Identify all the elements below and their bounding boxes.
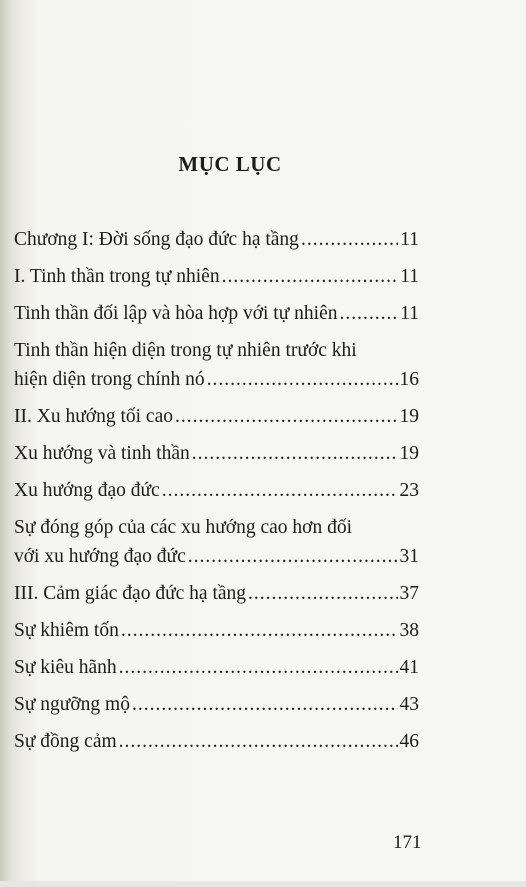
- toc-entry: [14, 653, 419, 682]
- toc-entry-title: I. Tinh thần trong tự nhiên: [14, 266, 220, 287]
- toc-entry: [14, 336, 419, 394]
- toc-entry-page: 11: [400, 266, 419, 287]
- toc-entry: [14, 225, 419, 254]
- toc-entry-title: Tinh thần đối lập và hòa hợp với tự nhiên: [14, 303, 338, 324]
- toc-entry: [14, 262, 419, 291]
- dot-leader: [222, 262, 399, 291]
- dot-leader: [301, 225, 398, 254]
- toc-entry-title: II. Xu hướng tối cao: [14, 406, 173, 427]
- toc-entry-title: Sự khiêm tốn: [14, 620, 119, 641]
- toc-entry-title: Sự ngưỡng mộ: [14, 694, 130, 715]
- toc-entry: [14, 439, 419, 468]
- toc-entry-page: 31: [399, 546, 419, 567]
- toc-entry-page: 16: [399, 369, 419, 390]
- toc-entry: [14, 476, 419, 505]
- toc-entry: [14, 579, 419, 608]
- toc-entry-title-line1: Tinh thần hiện diện trong tự nhiên trước khi: [14, 340, 357, 361]
- toc-entry: [14, 690, 419, 719]
- dot-leader: [132, 690, 398, 719]
- dot-leader: [340, 299, 399, 328]
- dot-leader: [119, 727, 398, 756]
- table-of-contents: [14, 225, 419, 764]
- toc-entry-title-line1: Sự đóng góp của các xu hướng cao hơn đối: [14, 517, 352, 538]
- dot-leader: [248, 579, 397, 608]
- toc-entry: [14, 727, 419, 756]
- toc-entry-title-line2: hiện diện trong chính nó: [14, 369, 205, 390]
- toc-entry-page: 11: [400, 229, 419, 250]
- toc-entry-title: III. Cảm giác đạo đức hạ tầng: [14, 583, 247, 604]
- toc-entry-page: 19: [399, 406, 419, 427]
- toc-entry-title: Sự đồng cảm: [14, 731, 117, 752]
- toc-entry-title-line2: với xu hướng đạo đức: [14, 546, 186, 567]
- toc-entry: [14, 513, 419, 571]
- toc-entry-title: Sự kiêu hãnh: [14, 657, 117, 678]
- toc-entry-page: 11: [400, 303, 419, 324]
- dot-leader: [207, 365, 398, 394]
- toc-entry-page: 23: [399, 480, 419, 501]
- toc-entry: [14, 299, 419, 328]
- dot-leader: [192, 439, 398, 468]
- dot-leader: [119, 653, 398, 682]
- toc-entry: [14, 402, 419, 431]
- toc-entry-page: 46: [399, 731, 419, 752]
- dot-leader: [121, 616, 398, 645]
- toc-entry-title: Xu hướng đạo đức: [14, 480, 160, 501]
- toc-entry-title: Xu hướng và tinh thần: [14, 443, 190, 464]
- toc-entry-page: 41: [399, 657, 419, 678]
- page-number: 171: [393, 832, 422, 853]
- toc-entry-title: Chương I: Đời sống đạo đức hạ tầng: [14, 229, 299, 250]
- toc-entry-page: 38: [399, 620, 419, 641]
- dot-leader: [188, 542, 398, 571]
- toc-entry-page: 43: [399, 694, 419, 715]
- dot-leader: [162, 476, 398, 505]
- toc-entry-page: 19: [399, 443, 419, 464]
- page-bottom-edge: [0, 881, 526, 887]
- dot-leader: [175, 402, 398, 431]
- toc-entry-page: 37: [399, 583, 419, 604]
- toc-entry: [14, 616, 419, 645]
- page-title: MỤC LỤC: [178, 152, 282, 176]
